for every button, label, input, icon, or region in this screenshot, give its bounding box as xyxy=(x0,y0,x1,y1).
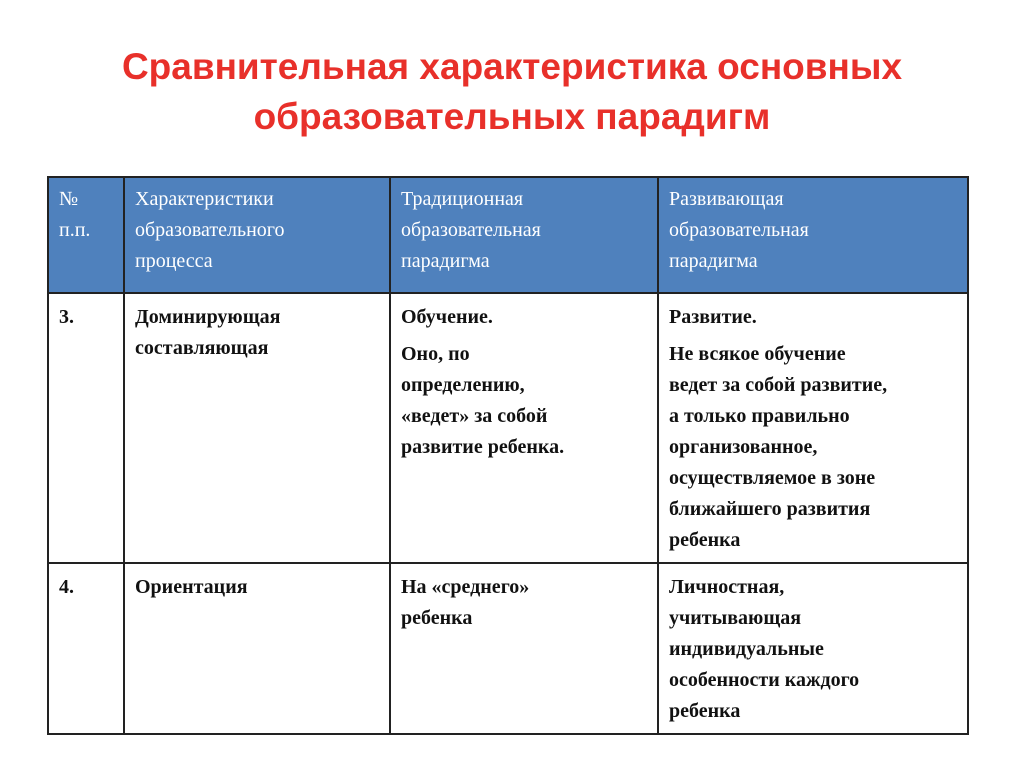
header-text: Характеристики xyxy=(135,188,274,210)
developing-lead: Развитие. xyxy=(669,306,757,328)
table-row xyxy=(48,563,968,734)
slide-title-line-2: образовательных парадигм xyxy=(253,96,771,137)
table-header-row xyxy=(48,177,968,293)
developing-text: а только правильно xyxy=(669,405,850,427)
traditional-text: определению, xyxy=(401,374,525,396)
developing-text: ребенка xyxy=(669,700,741,722)
row-number: 3. xyxy=(59,306,74,328)
developing-text: ведет за собой развитие, xyxy=(669,374,888,396)
developing-text: особенности каждого xyxy=(669,669,860,691)
developing-text: осуществляемое в зоне xyxy=(669,467,876,489)
header-number xyxy=(48,177,124,293)
developing-text: ближайшего развития xyxy=(669,498,871,520)
header-text: парадигма xyxy=(401,250,490,272)
table-header xyxy=(48,177,968,293)
row-number: 4. xyxy=(59,576,74,598)
traditional-cell xyxy=(390,293,658,563)
slide-title-line-1: Сравнительная характеристика основных xyxy=(121,46,903,87)
characteristic-cell xyxy=(124,293,390,563)
traditional-text: «ведет» за собой xyxy=(401,405,548,427)
header-developing xyxy=(658,177,968,293)
comparison-table xyxy=(47,176,969,735)
traditional-text: ребенка xyxy=(401,607,473,629)
developing-text: Не всякое обучение xyxy=(669,343,846,365)
header-traditional xyxy=(390,177,658,293)
header-text: п.п. xyxy=(59,219,91,241)
header-text: образовательная xyxy=(401,219,541,241)
table-row xyxy=(48,293,968,563)
characteristic-text: Доминирующая xyxy=(135,306,281,328)
developing-cell xyxy=(658,293,968,563)
characteristic-text: Ориентация xyxy=(135,576,248,598)
traditional-cell xyxy=(390,563,658,734)
row-number-cell xyxy=(48,293,124,563)
developing-text: учитывающая xyxy=(669,607,802,629)
header-text: процесса xyxy=(135,250,213,272)
header-text: № xyxy=(59,188,79,210)
row-number-cell xyxy=(48,563,124,734)
traditional-text: На «среднего» xyxy=(401,576,530,598)
developing-text: ребенка xyxy=(669,529,741,551)
characteristic-cell xyxy=(124,563,390,734)
developing-text: Личностная, xyxy=(669,576,785,598)
header-text: Развивающая xyxy=(669,188,784,210)
characteristic-text: составляющая xyxy=(135,337,269,359)
slide-title xyxy=(0,42,1024,142)
header-text: образовательного xyxy=(135,219,285,241)
header-text: Традиционная xyxy=(401,188,524,210)
header-text: образовательная xyxy=(669,219,809,241)
traditional-text: Оно, по xyxy=(401,343,470,365)
header-characteristics xyxy=(124,177,390,293)
developing-text: индивидуальные xyxy=(669,638,824,660)
traditional-lead: Обучение. xyxy=(401,306,493,328)
developing-cell xyxy=(658,563,968,734)
table-body xyxy=(48,293,968,734)
developing-text: организованное, xyxy=(669,436,818,458)
header-text: парадигма xyxy=(669,250,758,272)
traditional-text: развитие ребенка. xyxy=(401,436,565,458)
